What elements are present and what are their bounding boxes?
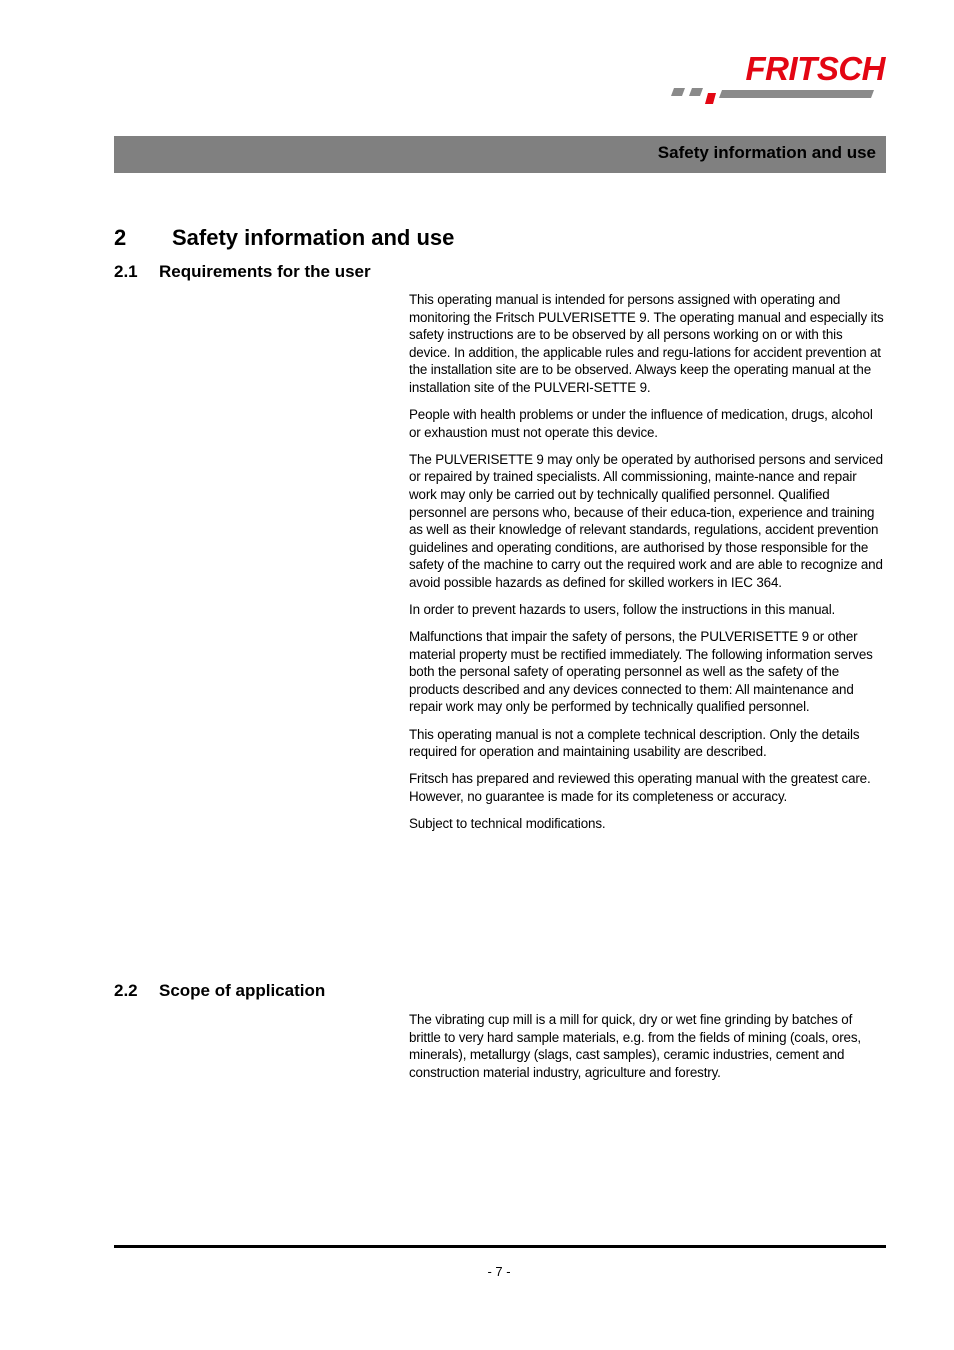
paragraph: The vibrating cup mill is a mill for quick, dry or wet fine grinding by batches of brittle to very hard sample materials, e.g. from the fields of mining (coals, ores, minerals), metallurgy (slags, cast samples), ceramic industries, cement and construction material industry, agriculture and forestry.: [409, 1012, 861, 1080]
paragraph: The PULVERISETTE 9 may only be operated by authorised persons and serviced or repaired by trained specialists. All commissioning, mainte-nance and repair work may only be carried out by technically qualified personnel. Qualified personnel are persons who, because of their educa-tion, experience and training as well as their knowledge of relevant standards, regulations, accident prevention guidelines and operating conditions, are authorised by those responsible for the safety of the machine to carry out the required work and are able to recognize and avoid possible hazards as defined for skilled workers in IEC 364.: [409, 451, 883, 590]
paragraph: This operating manual is intended for persons assigned with operating and monitoring the Fritsch PULVERISETTE 9. The operating manual and especially its safety instructions are to be observed by all persons working on or with this device. In addition, the applicable rules and regu-lations for accident prevention at the installation site are to be observed. Always keep the operating manual at the installation site of the PULVERI-SETTE 9.: [409, 292, 884, 395]
section-body-scope: [409, 1011, 887, 1091]
page-number: - 7 -: [487, 1264, 511, 1279]
logo-wordmark: FRITSCH: [745, 52, 885, 87]
section-heading-requirements: [114, 261, 371, 283]
footer-rule: [114, 1245, 886, 1248]
logo-swoosh-bar: [719, 90, 874, 98]
section-title: Requirements for the user: [159, 262, 371, 281]
chapter-heading: [114, 224, 454, 252]
paragraph: Subject to technical modifications.: [409, 815, 606, 831]
paragraph: Malfunctions that impair the safety of persons, the PULVERISETTE 9 or other material property must be rectified immediately. The following information serves both the personal safety of operating personnel as well as the safety of the products described and any devices connected to them: All maintenance and repair work may only be performed by technically qualified personnel.: [409, 629, 873, 715]
paragraph: Fritsch has prepared and reviewed this operating manual with the greatest care. However, no guarantee is made for its completeness or accuracy.: [409, 771, 871, 804]
section-number: 2.2: [114, 981, 138, 1000]
fritsch-logo: [668, 52, 890, 110]
paragraph: People with health problems or under the influence of medication, drugs, alcohol or exhaustion must not operate this device.: [409, 407, 873, 440]
logo-dash-1: [671, 88, 685, 96]
section-number: 2.1: [114, 262, 138, 281]
section-title: Scope of application: [159, 981, 326, 1000]
logo-dash-2: [689, 88, 703, 96]
running-header-title: Safety information and use: [657, 143, 876, 162]
running-header-bar: [114, 136, 886, 173]
section-heading-scope: [114, 980, 325, 1002]
paragraph: In order to prevent hazards to users, follow the instructions in this manual.: [409, 602, 836, 617]
chapter-title: Safety information and use: [172, 225, 455, 250]
logo-dash-red: [705, 93, 716, 104]
paragraph: This operating manual is not a complete technical description. Only the details required for operation and maintaining usability are described.: [409, 726, 860, 760]
chapter-number: 2: [114, 225, 127, 250]
section-body-requirements: [409, 291, 887, 842]
